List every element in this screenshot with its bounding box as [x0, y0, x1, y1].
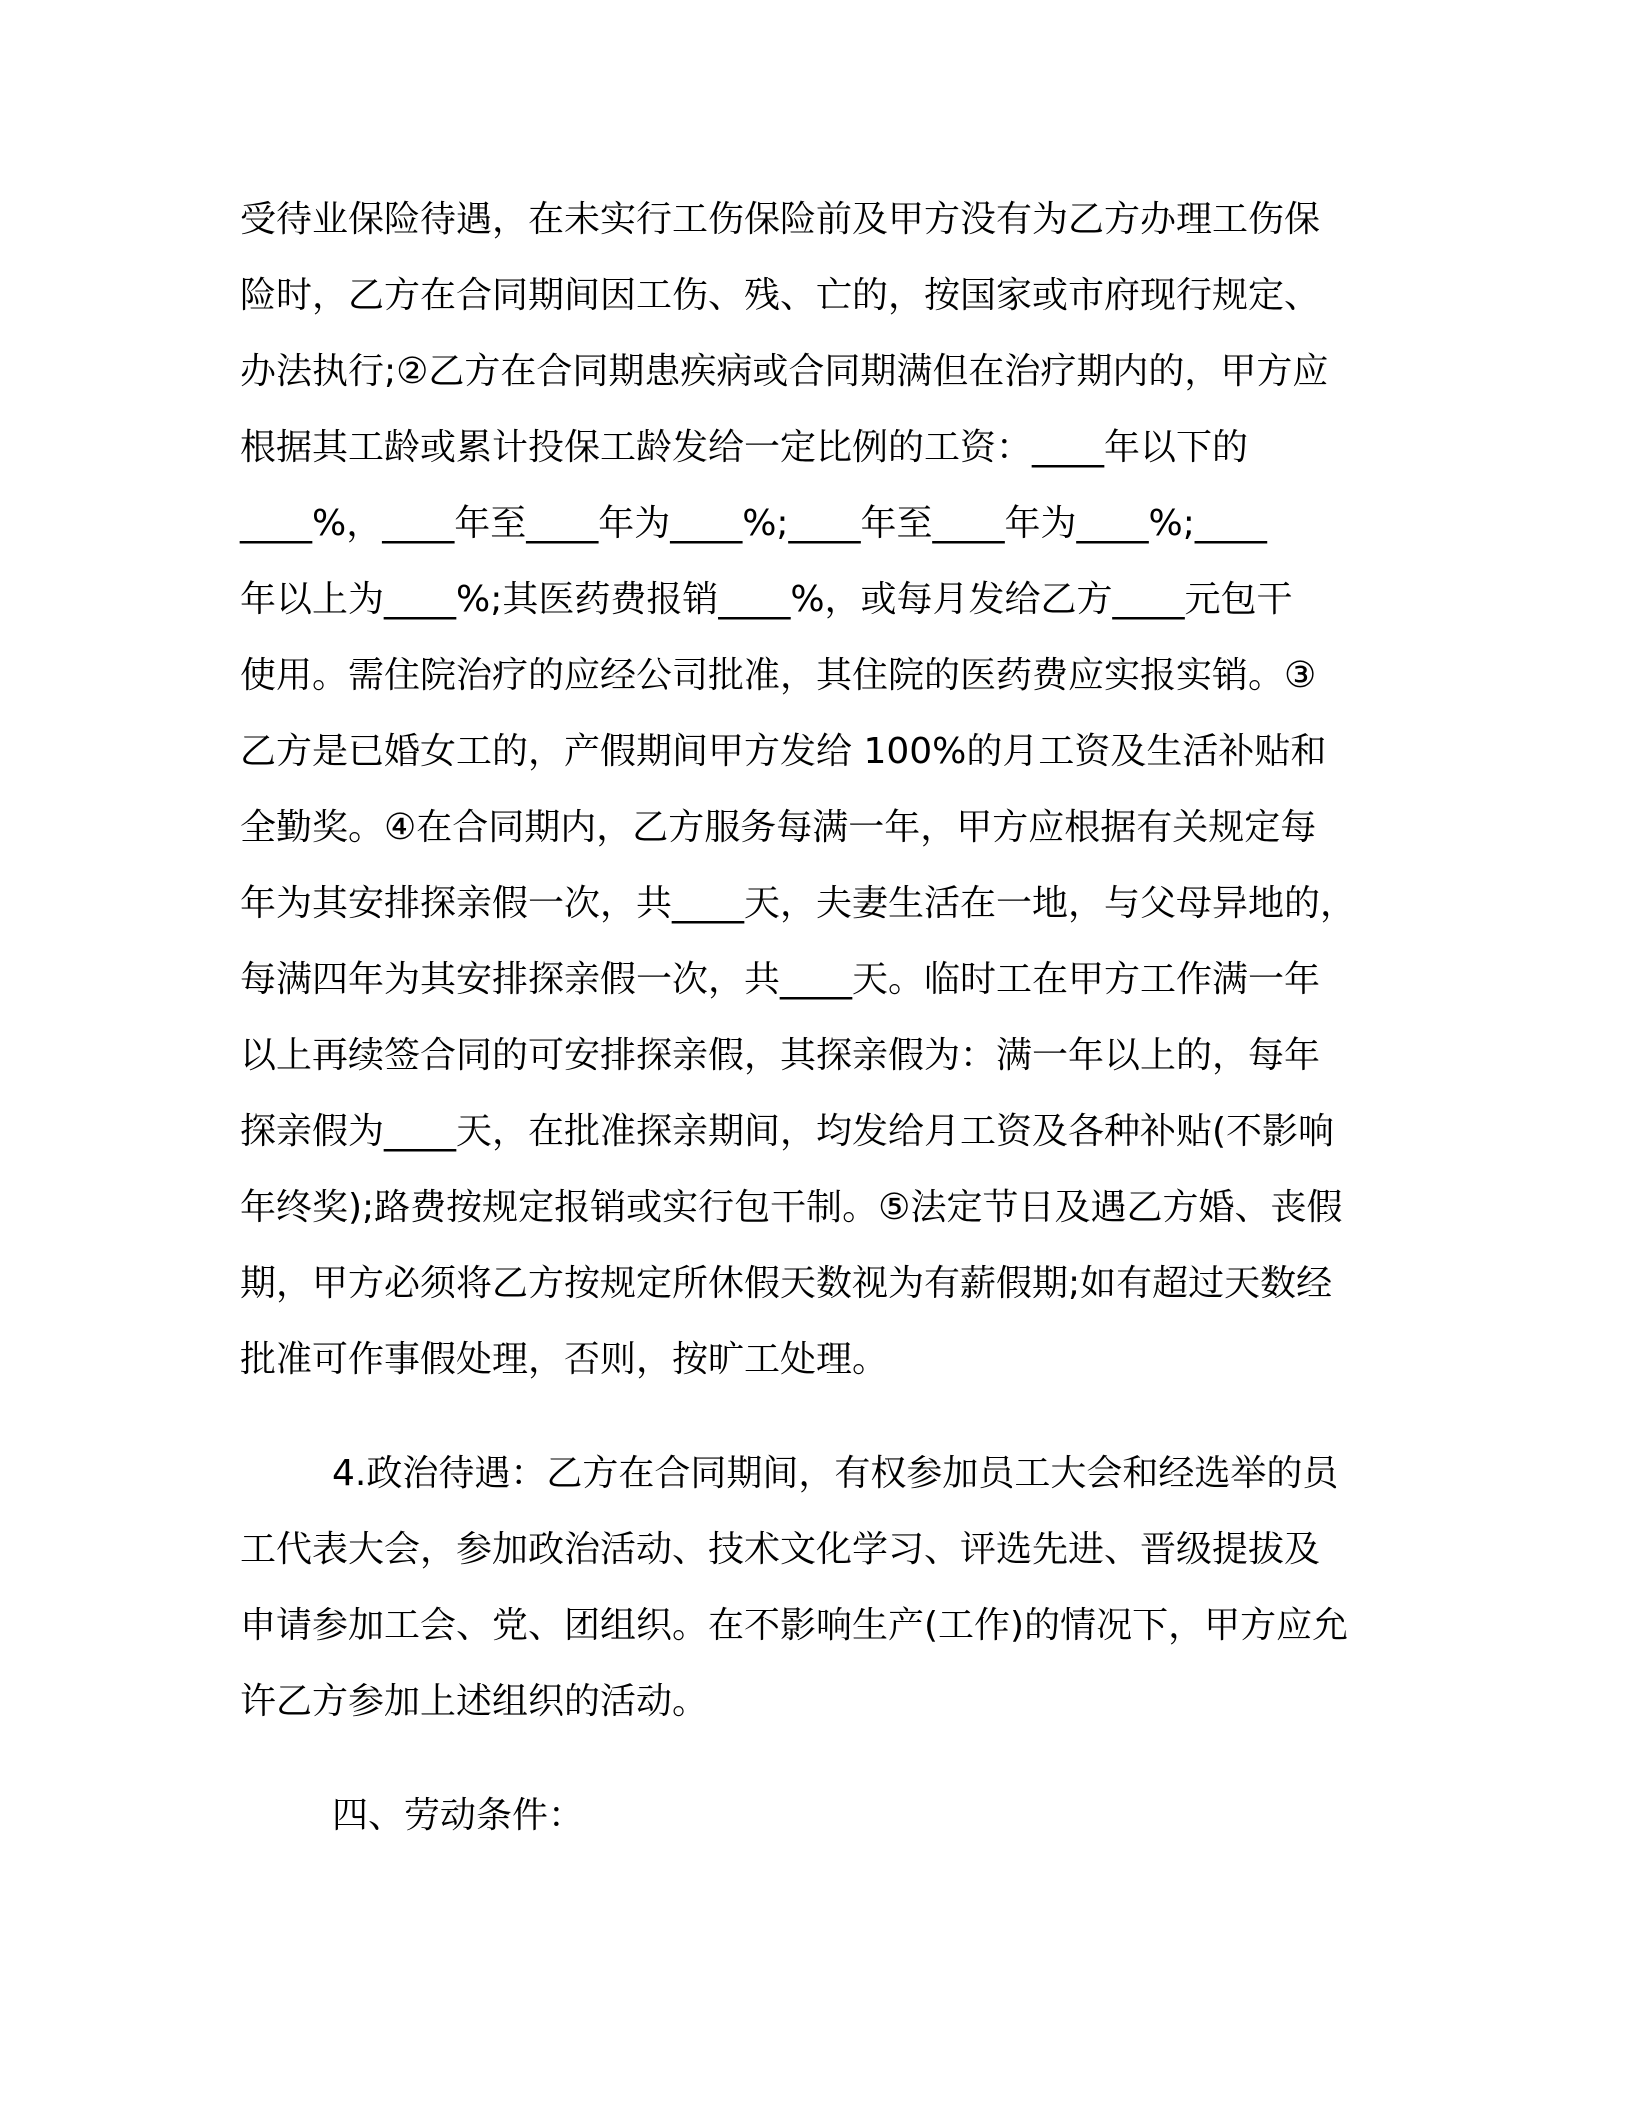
paragraph-1-line: 期，甲方必须将乙方按规定所休假天数视为有薪假期;如有超过天数经	[240, 1263, 1333, 1304]
paragraph-2-line: 申请参加工会、党、团组织。在不影响生产(工作)的情况下，甲方应允	[240, 1605, 1349, 1646]
paragraph-1-line: ____%，____年至____年为____%;____年至____年为____%;____	[240, 503, 1267, 544]
paragraph-1-line: 年为其安排探亲假一次，共____天，夫妻生活在一地，与父母异地的，	[240, 883, 1357, 924]
section-heading: 四、劳动条件：	[332, 1795, 585, 1836]
paragraph-1-line: 受待业保险待遇，在未实行工伤保险前及甲方没有为乙方办理工伤保	[240, 199, 1321, 240]
paragraph-2-line: 4.政治待遇：乙方在合同期间，有权参加员工大会和经选举的员	[332, 1453, 1339, 1494]
paragraph-1-line: 年以上为____%;其医药费报销____%，或每月发给乙方____元包干	[240, 579, 1293, 620]
paragraph-1-line: 根据其工龄或累计投保工龄发给一定比例的工资：____年以下的	[240, 427, 1249, 468]
paragraph-1-line: 办法执行;②乙方在合同期患疾病或合同期满但在治疗期内的，甲方应	[240, 351, 1329, 392]
paragraph-1-line: 探亲假为____天，在批准探亲期间，均发给月工资及各种补贴(不影响	[240, 1111, 1335, 1152]
paragraph-1-line: 乙方是已婚女工的，产假期间甲方发给 100%的月工资及生活补贴和	[240, 731, 1327, 772]
paragraph-2-line: 工代表大会，参加政治活动、技术文化学习、评选先进、晋级提拔及	[240, 1529, 1321, 1570]
paragraph-1-line: 每满四年为其安排探亲假一次，共____天。临时工在甲方工作满一年	[240, 959, 1321, 1000]
paragraph-1-line: 以上再续签合同的可安排探亲假，其探亲假为：满一年以上的，每年	[240, 1035, 1321, 1076]
paragraph-2-line: 许乙方参加上述组织的活动。	[240, 1681, 709, 1722]
paragraph-1-line: 全勤奖。④在合同期内，乙方服务每满一年，甲方应根据有关规定每	[240, 807, 1317, 848]
paragraph-1-line: 险时，乙方在合同期间因工伤、残、亡的，按国家或市府现行规定、	[240, 275, 1321, 316]
paragraph-1-line: 批准可作事假处理，否则，按旷工处理。	[240, 1339, 889, 1380]
paragraph-1-line: 年终奖);路费按规定报销或实行包干制。⑤法定节日及遇乙方婚、丧假	[240, 1187, 1343, 1228]
paragraph-1-line: 使用。需住院治疗的应经公司批准，其住院的医药费应实报实销。③	[240, 655, 1317, 696]
